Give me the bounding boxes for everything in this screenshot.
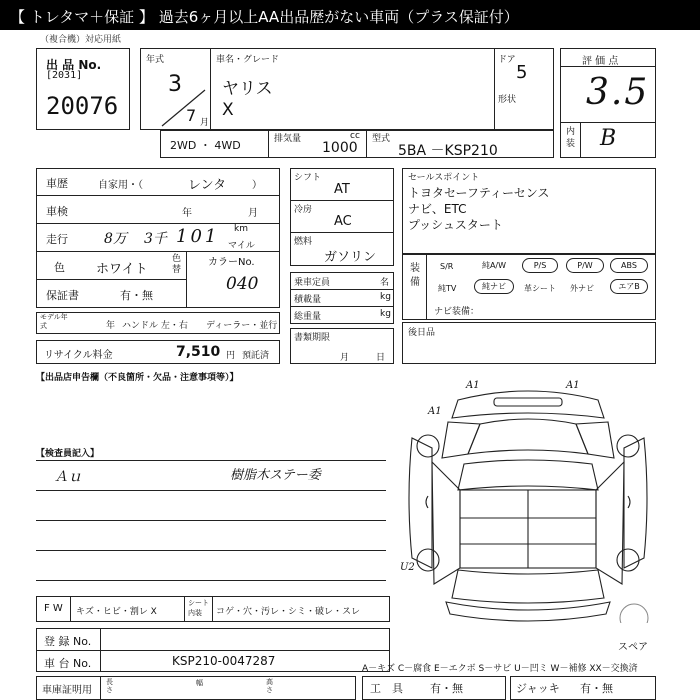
jack-value: 有・無 (580, 682, 613, 695)
year-value: 3 (168, 72, 182, 97)
model-label: 車名・グレード (216, 55, 280, 65)
inspector-note-2: 樹脂木ステー委 (230, 468, 321, 483)
equip-leather: 革シート (524, 284, 556, 293)
jack-label: ジャッキ (516, 682, 560, 695)
shift-value: AT (334, 182, 350, 197)
inspection-label: 車検 (46, 205, 68, 218)
recycle-note: 預託済 (242, 351, 270, 361)
drive-value: 2WD ・ 4WD (170, 139, 241, 152)
equip-alloy-wheels: 純A/W (481, 261, 507, 270)
displacement-unit: cc (350, 131, 360, 141)
period-month: 月 (340, 353, 350, 363)
color-code-label: カラーNo. (208, 257, 255, 268)
doors-label: ドア (498, 55, 516, 65)
vehicle-cert-len: 長さ (106, 678, 113, 694)
year-month: 7 (186, 106, 197, 125)
lot-label: 出 品 No. (46, 58, 102, 72)
banner-text: 【 トレタマ＋保証 】 過去6ヶ月以上AA出品歴がない車両（プラス保証付） (10, 8, 519, 26)
exhibitor-notes: 【出品店申告欄（不良箇所・欠品・注意事項等）】 (36, 373, 239, 383)
fw-defects: キズ・ヒビ・割レ X (76, 607, 157, 617)
selling-point-2: ナビ、ETC (408, 202, 467, 216)
rating-label: 評 価 点 (582, 56, 619, 67)
vehicle-cert-width: 幅 (196, 679, 203, 687)
equip-tv: 純TV (438, 284, 457, 293)
tools-label: 工 具 (370, 682, 403, 695)
fuel-label: 燃料 (294, 237, 313, 247)
history-close: ） (252, 180, 262, 191)
shift-label: シフト (294, 173, 322, 183)
warranty-label: 保証書 (46, 289, 79, 302)
equip-ext-navi: 外ナビ (570, 284, 594, 293)
vehicle-cert-label: 車庫証明用 (42, 685, 92, 696)
model-year-label: モデル年式 (40, 313, 68, 330)
inspector-note-1: Ａｕ (54, 469, 82, 485)
mileage-mile: マイル (228, 241, 255, 251)
selling-point-3: プッシュスタート (408, 218, 503, 232)
chassis-value: KSP210-0047287 (172, 654, 276, 668)
capacity-unit: 名 (380, 278, 390, 288)
model-year-year: 年 (106, 321, 116, 331)
history-options: 自家用・（ (98, 180, 143, 191)
navi-equip-label: ナビ装備： (434, 307, 480, 317)
later-items-label: 後日品 (408, 328, 436, 338)
equip-navi: 純ナビ (474, 279, 514, 294)
year-label: 年式 (146, 55, 165, 65)
subheader: （複合機）対応用紙 (40, 35, 122, 45)
selling-points-label: セールスポイント (408, 173, 480, 183)
lot-code: [2031] (46, 70, 83, 81)
recycle-value: 7,510 (176, 344, 221, 360)
recycle-unit: 円 (226, 351, 236, 361)
selling-point-1: トヨタセーフティーセンス (408, 186, 550, 200)
displacement-label: 排気量 (274, 134, 302, 144)
tools-value: 有・無 (430, 682, 463, 695)
color-code: 040 (226, 274, 259, 294)
model-year-handle: ハンドル 左・右 (122, 321, 188, 331)
fw-label: F W (44, 603, 63, 614)
diagram-mark-2: A1 (566, 380, 580, 391)
registration-label: 登 録 No. (44, 635, 92, 648)
inspection-month: 月 (248, 208, 258, 219)
chassis-label: 車 台 No. (44, 657, 92, 670)
inspection-year: 年 (182, 208, 192, 219)
warranty-value: 有・無 (120, 289, 153, 302)
later-items-box (402, 322, 656, 364)
type-label: 型式 (372, 134, 391, 144)
color-label: 色 (54, 261, 65, 274)
rating-score: 3.5 (586, 72, 650, 113)
equipment-label: 装備 (410, 263, 420, 288)
equip-sr: S/R (440, 262, 454, 271)
mileage-label: 走行 (46, 233, 68, 246)
load-label: 積載量 (294, 295, 322, 305)
diagram-mark-3: A1 (428, 406, 442, 417)
mileage-man: 8万 (104, 231, 127, 247)
period-label: 書類期限 (294, 333, 331, 343)
lot-number: 20076 (46, 92, 119, 120)
ac-label: 冷房 (294, 205, 313, 215)
mileage-value: 101 (176, 226, 220, 247)
model-name: ヤリス (222, 79, 273, 99)
recycle-label: リサイクル料金 (44, 350, 113, 361)
seat-defects: コゲ・穴・汚レ・シミ・破レ・スレ (216, 607, 361, 617)
load-unit: kg (380, 292, 391, 302)
mileage-sen: 3千 (144, 231, 167, 247)
period-day: 日 (376, 353, 386, 363)
history-label: 車歴 (46, 177, 68, 190)
spare-label: スペア (618, 642, 648, 653)
diagram-mark-4: U2 (400, 562, 415, 573)
displacement-value: 1000 (322, 140, 358, 156)
year-month-unit: 月 (200, 118, 210, 128)
equip-ps: P/S (522, 258, 558, 273)
vehicle-cert-height: 高さ (266, 678, 273, 694)
color-change-label: 色替 (172, 254, 182, 275)
fuel-value: ガソリン (324, 250, 377, 265)
mileage-km: km (234, 224, 248, 234)
interior-label: 内装 (566, 127, 576, 149)
equip-airbag: エアB (610, 279, 648, 294)
ac-value: AC (334, 214, 352, 229)
model-grade: X (222, 100, 234, 120)
equip-abs: ABS (610, 258, 648, 273)
history-value: レンタ (188, 178, 227, 193)
type-value: 5BA －KSP210 (398, 143, 498, 159)
inspector-label: 【検査員記入】 (36, 449, 100, 459)
interior-value: B (600, 126, 617, 151)
seat-label: シート内装 (188, 599, 209, 617)
model-year-dealer: ディーラー・並行 (206, 321, 278, 331)
diagram-mark-1: A1 (466, 380, 480, 391)
damage-legend: A－キズ C－腐食 E－エクボ S－サビ U－凹ミ W－補修 XX－交換済 (362, 664, 638, 674)
color-value: ホワイト (96, 262, 148, 277)
weight-label: 総重量 (294, 312, 322, 322)
equip-pw: P/W (566, 258, 604, 273)
weight-unit: kg (380, 309, 391, 319)
doors-value: 5 (516, 62, 528, 83)
capacity-label: 乗車定員 (294, 278, 331, 288)
shape-label: 形状 (498, 95, 517, 105)
